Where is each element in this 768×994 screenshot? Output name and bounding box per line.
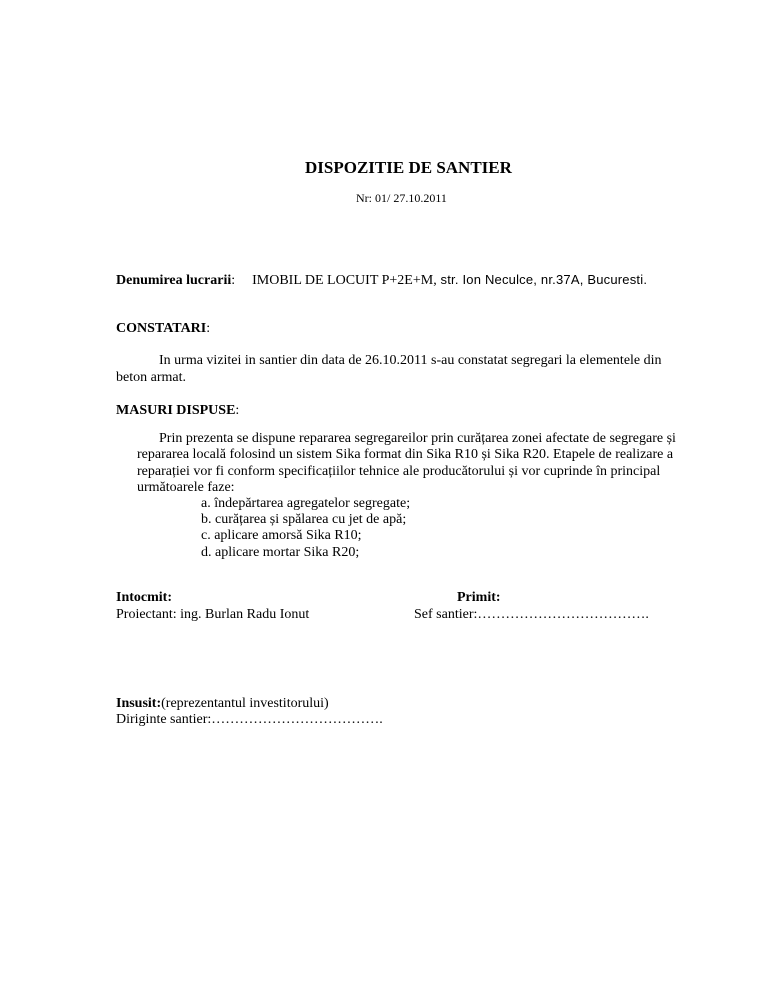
step-c: c. aplicare amorsă Sika R10; <box>201 528 362 543</box>
measures-line-1: Prin prezenta se dispune repararea segregareilor prin curățarea zonei afectate de segregare și <box>159 431 676 446</box>
acknowledged-heading: Insusit: <box>116 696 162 711</box>
acknowledged-note: (reprezentantul investitorului) <box>161 696 329 711</box>
measures-line-4: următoarele faze: <box>137 480 235 495</box>
measures-line-3: reparației vor fi conform specificațiilor tehnice ale producătorului și vor cuprinde în principal <box>137 464 661 479</box>
work-name-row <box>116 272 647 289</box>
prepared-line: Proiectant: ing. Burlan Radu Ionut <box>116 607 310 622</box>
acknowledged-line: Diriginte santier:………………………………. <box>116 712 383 727</box>
received-line: Sef santier:………………………………. <box>414 607 649 622</box>
step-d: d. aplicare mortar Sika R20; <box>201 545 360 560</box>
work-name-label: Denumirea lucrarii <box>116 273 232 288</box>
work-name-value: IMOBIL DE LOCUIT P+2E+M, <box>252 273 437 288</box>
work-name-address: str. Ion Neculce, nr.37A, Bucuresti. <box>436 272 648 287</box>
findings-line-2: beton armat. <box>116 370 186 385</box>
findings-heading-row <box>116 321 210 337</box>
findings-colon: : <box>206 321 211 336</box>
findings-line-1: In urma vizitei in santier din data de 26.10.2011 s-au constatat segregari la elementele din <box>159 353 662 368</box>
document-title: DISPOZITIE DE SANTIER <box>305 158 512 177</box>
measures-line-2: repararea locală folosind un sistem Sika format din Sika R10 și Sika R20. Etapele de realizare a <box>137 447 674 462</box>
received-heading: Primit: <box>457 590 501 605</box>
acknowledged-row <box>116 696 329 712</box>
findings-heading: CONSTATARI <box>116 321 207 336</box>
measures-heading-row <box>116 403 239 419</box>
work-name-colon: : <box>231 273 236 288</box>
step-b: b. curățarea și spălarea cu jet de apă; <box>201 512 407 527</box>
document-number: Nr: 01/ 27.10.2011 <box>356 191 447 205</box>
measures-heading: MASURI DISPUSE <box>116 403 236 418</box>
measures-colon: : <box>235 403 240 418</box>
step-a: a. îndepărtarea agregatelor segregate; <box>201 496 411 511</box>
prepared-heading: Intocmit: <box>116 590 172 605</box>
